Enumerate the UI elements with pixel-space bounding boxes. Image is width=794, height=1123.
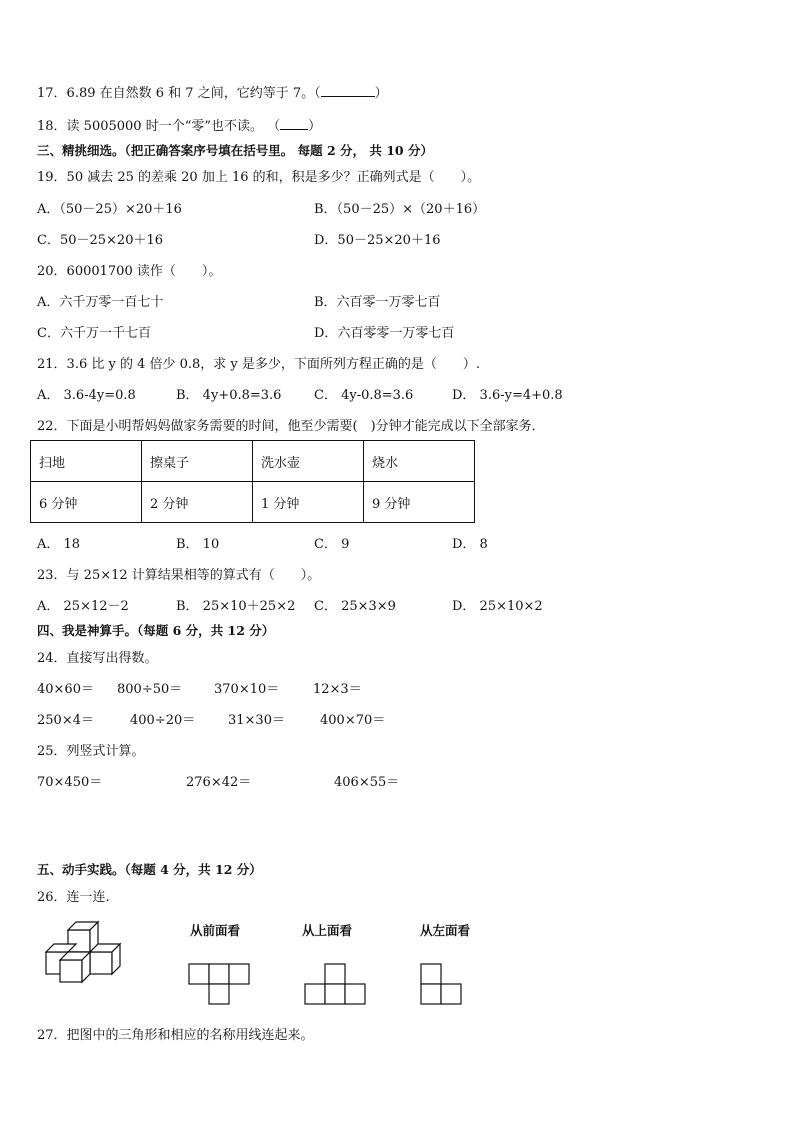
calc-item: 400×70＝ bbox=[320, 713, 386, 728]
question-25-text: 25．列竖式计算。 bbox=[37, 744, 145, 759]
q22-option-a[interactable]: A． 18 bbox=[37, 537, 81, 552]
table-cell: 擦桌子 bbox=[142, 441, 253, 482]
view-label-left: 从左面看 bbox=[420, 923, 471, 938]
q19-option-c[interactable]: C．50－25×20＋16 bbox=[37, 233, 164, 248]
q21-option-c[interactable]: C． 4y-0.8=3.6 bbox=[314, 388, 414, 403]
question-26-text: 26．连一连. bbox=[37, 890, 110, 905]
calc-item: 370×10＝ bbox=[214, 682, 280, 697]
table-row bbox=[31, 482, 475, 523]
q23-option-d[interactable]: D． 25×10×2 bbox=[452, 599, 543, 614]
cube-stack-figure bbox=[40, 918, 140, 990]
calc-item: 40×60＝ bbox=[37, 682, 94, 697]
question-24-text: 24．直接写出得数。 bbox=[37, 651, 158, 666]
table-cell: 2 分钟 bbox=[142, 482, 253, 523]
calc-item: 800÷50＝ bbox=[117, 682, 183, 697]
vertical-calc-item: 70×450＝ bbox=[37, 775, 103, 790]
table-cell: 洗水壶 bbox=[253, 441, 364, 482]
q19-option-a[interactable]: A．（50－25）×20＋16 bbox=[37, 202, 182, 217]
section-3-heading: 三、精挑细选。（把正确答案序号填在括号里。 每题 2 分， 共 10 分） bbox=[37, 143, 433, 158]
left-view-figure[interactable] bbox=[420, 963, 466, 1007]
section-5-heading: 五、动手实践。（每题 4 分，共 12 分） bbox=[37, 862, 262, 877]
q20-option-d[interactable]: D．六百零零一万零七百 bbox=[314, 326, 455, 341]
calc-item: 31×30＝ bbox=[228, 713, 285, 728]
table-row bbox=[31, 441, 475, 482]
q20-option-a[interactable]: A．六千万零一百七十 bbox=[37, 295, 164, 310]
view-label-top: 从上面看 bbox=[302, 923, 353, 938]
table-cell: 1 分钟 bbox=[253, 482, 364, 523]
question-17-text: 17．6.89 在自然数 6 和 7 之间，它约等于 7。（ bbox=[37, 86, 321, 101]
calc-item: 250×4＝ bbox=[37, 713, 94, 728]
table-cell: 烧水 bbox=[364, 441, 475, 482]
question-17: 17．6.89 在自然数 6 和 7 之间，它约等于 7。（ ） bbox=[37, 86, 388, 101]
calc-item: 400÷20＝ bbox=[130, 713, 196, 728]
q20-option-c[interactable]: C．六千万一千七百 bbox=[37, 326, 151, 341]
vertical-calc-item: 276×42＝ bbox=[186, 775, 252, 790]
vertical-calc-item: 406×55＝ bbox=[334, 775, 400, 790]
q21-option-d[interactable]: D． 3.6-y=4+0.8 bbox=[452, 388, 563, 403]
question-18: 18．读 5005000 时一个“零”也不读。 （ ） bbox=[37, 119, 322, 134]
section-4-heading: 四、我是神算手。（每题 6 分，共 12 分） bbox=[37, 623, 275, 638]
front-view-figure[interactable] bbox=[188, 963, 252, 1007]
table-cell: 9 分钟 bbox=[364, 482, 475, 523]
answer-blank[interactable] bbox=[280, 117, 308, 130]
chores-table bbox=[30, 440, 475, 523]
q19-option-d[interactable]: D．50－25×20＋16 bbox=[314, 233, 441, 248]
view-label-front: 从前面看 bbox=[190, 923, 241, 938]
question-27-text: 27．把图中的三角形和相应的名称用线连起来。 bbox=[37, 1028, 314, 1043]
q23-option-b[interactable]: B． 25×10＋25×2 bbox=[176, 599, 296, 614]
question-22-text: 22．下面是小明帮妈妈做家务需要的时间，他至少需要( )分钟才能完成以下全部家务． bbox=[37, 419, 545, 434]
question-21-text: 21．3.6 比 y 的 4 倍少 0.8，求 y 是多少，下面所列方程正确的是（ ）. bbox=[37, 357, 481, 372]
q19-option-b[interactable]: B．（50－25）×（20＋16） bbox=[314, 202, 486, 217]
table-cell: 6 分钟 bbox=[31, 482, 142, 523]
answer-blank[interactable] bbox=[321, 84, 375, 97]
q23-option-c[interactable]: C． 25×3×9 bbox=[314, 599, 396, 614]
q21-option-b[interactable]: B． 4y+0.8=3.6 bbox=[176, 388, 282, 403]
q21-option-a[interactable]: A． 3.6-4y=0.8 bbox=[37, 388, 136, 403]
question-19-text: 19．50 减去 25 的差乘 20 加上 16 的和，积是多少？正确列式是（ ）。 bbox=[37, 170, 481, 185]
q22-option-c[interactable]: C． 9 bbox=[314, 537, 350, 552]
q20-option-b[interactable]: B．六百零一万零七百 bbox=[314, 295, 441, 310]
top-view-figure[interactable] bbox=[304, 963, 368, 1007]
q22-option-d[interactable]: D． 8 bbox=[452, 537, 488, 552]
calc-item: 12×3＝ bbox=[313, 682, 362, 697]
q23-option-a[interactable]: A． 25×12－2 bbox=[37, 599, 129, 614]
question-20-text: 20．60001700 读作（ ）。 bbox=[37, 264, 222, 279]
question-23-text: 23．与 25×12 计算结果相等的算式有（ ）。 bbox=[37, 568, 321, 583]
table-cell: 扫地 bbox=[31, 441, 142, 482]
q22-option-b[interactable]: B． 10 bbox=[176, 537, 220, 552]
question-18-text: 18．读 5005000 时一个“零”也不读。 （ bbox=[37, 119, 281, 134]
